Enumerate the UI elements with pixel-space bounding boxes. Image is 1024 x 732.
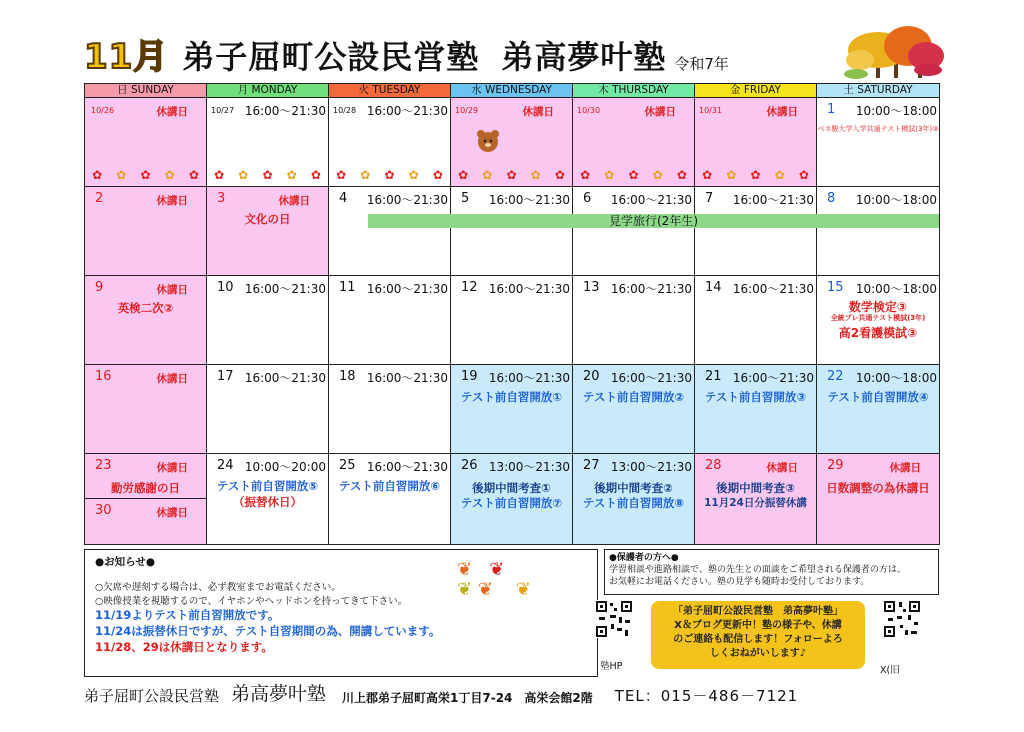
event-label: テスト前自習開放① — [460, 390, 563, 404]
footer-phone[interactable]: TEL：015－486－7121 — [614, 687, 799, 705]
event-label: 日数調整の為休講日 — [826, 481, 930, 495]
day-cell — [451, 98, 573, 187]
day-number: 1 — [827, 102, 836, 117]
day-cell — [695, 187, 817, 276]
event-label: 後期中間考査① — [472, 481, 551, 495]
hours-label: 10:00～18:00 — [855, 104, 937, 118]
weekday-saturday: 土 SATURDAY — [817, 84, 940, 98]
hours-label: 10:00～18:00 — [855, 282, 937, 296]
school-trip-band: 見学旅行(2年生) — [368, 214, 939, 228]
day-cell — [451, 365, 573, 454]
day-number: 10/27 — [211, 106, 235, 115]
weekday-friday: 金 FRIDAY — [695, 84, 817, 98]
hours-label: 16:00～21:30 — [244, 371, 326, 385]
week-row — [85, 187, 940, 276]
hours-label: 16:00～21:30 — [610, 282, 692, 296]
hours-label: 10:00～18:00 — [855, 193, 937, 207]
day-number: 5 — [461, 191, 470, 206]
day-number: 13 — [583, 280, 600, 295]
event-label: テスト前自習開放⑧ — [582, 496, 685, 510]
day-number: 9 — [95, 280, 104, 295]
holiday-label: 休講日 — [156, 284, 188, 296]
hours-label: 16:00～21:30 — [366, 193, 448, 207]
day-cell — [329, 187, 451, 276]
notice-line: ○映像授業を視聴するので、イヤホンやヘッドホンを持ってきて下さい。 — [95, 596, 408, 607]
leaf-garland: ✿ ✿ ✿ ✿ ✿ — [702, 168, 809, 182]
hours-label: 16:00～21:30 — [488, 371, 570, 385]
holiday-label: 休講日 — [156, 507, 188, 519]
day-number: 16 — [95, 369, 112, 384]
event-label: 後期中間考査② — [594, 481, 673, 495]
day-cell — [207, 187, 329, 276]
day-cell-split — [85, 498, 206, 545]
falling-leaves-icon: ❦ ❦ ❦ ❦ ❦ — [457, 559, 531, 600]
day-cell — [85, 98, 207, 187]
event-label: テスト前自習開放③ — [704, 390, 807, 404]
day-cell — [817, 187, 940, 276]
event-label: 全統プレ共通テスト模試(3年) — [830, 314, 926, 322]
day-number: 10/28 — [333, 106, 357, 115]
event-label: 高2看護模試③ — [838, 326, 918, 340]
event-label: 文化の日 — [244, 212, 291, 226]
week-row — [85, 454, 940, 545]
day-cell — [573, 365, 695, 454]
day-cell — [817, 365, 940, 454]
hours-label: 16:00～21:30 — [488, 193, 570, 207]
day-number: 27 — [583, 458, 600, 473]
promo-line: 「弟子屈町公設民営塾 弟高夢叶塾」 — [673, 606, 843, 617]
day-number: 7 — [705, 191, 714, 206]
day-number: 6 — [583, 191, 592, 206]
day-cell — [451, 187, 573, 276]
day-number: 2 — [95, 191, 104, 206]
school-nickname: 弟高夢叶塾 — [501, 38, 667, 76]
leaf-garland: ✿ ✿ ✿ ✿ ✿ — [458, 168, 565, 182]
day-cell — [573, 98, 695, 187]
qr-code-icon[interactable] — [595, 600, 633, 644]
week-row — [85, 276, 940, 365]
footer — [84, 684, 954, 706]
promo-line: しくおねがいします♪ — [709, 648, 807, 659]
day-number: 22 — [827, 369, 844, 384]
day-number: 26 — [461, 458, 478, 473]
bear-illustration-icon — [471, 126, 505, 156]
day-cell — [817, 98, 940, 187]
day-number: 24 — [217, 458, 234, 473]
hours-label: 10:00～18:00 — [855, 371, 937, 385]
day-cell — [85, 365, 207, 454]
day-cell — [451, 276, 573, 365]
qr-code-icon[interactable] — [883, 600, 921, 644]
weekday-wednesday: 水 WEDNESDAY — [451, 84, 573, 98]
event-label: テスト前自習開放⑥ — [338, 479, 441, 493]
day-cell — [207, 98, 329, 187]
event-label: ベネ駿大学入学共通テスト模試(3年)③ — [817, 125, 939, 133]
holiday-label: 休講日 — [644, 106, 676, 118]
hours-label: 16:00～21:30 — [488, 282, 570, 296]
holiday-label: 休講日 — [522, 106, 554, 118]
day-cell — [817, 276, 940, 365]
event-label: 11月24日分振替休講 — [704, 497, 807, 509]
day-number: 23 — [95, 458, 112, 473]
footer-school-name: 弟子屈町公設民営塾 — [84, 687, 220, 705]
hours-label: 13:00～21:30 — [610, 460, 692, 474]
qr-label-x: X(旧 — [880, 665, 900, 676]
hours-label: 16:00～21:30 — [732, 371, 814, 385]
day-number: 21 — [705, 369, 722, 384]
promo-line: のご連絡も配信します！フォローよろ — [673, 634, 843, 645]
hours-label: 10:00～20:00 — [244, 460, 326, 474]
weekday-thursday: 木 THURSDAY — [573, 84, 695, 98]
day-number: 11 — [339, 280, 356, 295]
day-number: 18 — [339, 369, 356, 384]
day-number: 19 — [461, 369, 478, 384]
holiday-label: 休講日 — [766, 462, 798, 474]
event-label: テスト前自習開放② — [582, 390, 685, 404]
leaf-garland: ✿ ✿ ✿ ✿ ✿ — [214, 168, 321, 182]
day-number: 14 — [705, 280, 722, 295]
year-label: 令和7年 — [674, 55, 729, 73]
notice-box — [84, 549, 598, 677]
day-cell — [573, 187, 695, 276]
day-number: 4 — [339, 191, 348, 206]
hours-label: 16:00～21:30 — [610, 371, 692, 385]
day-cell — [329, 98, 451, 187]
day-number: 10 — [217, 280, 234, 295]
hours-label: 16:00～21:30 — [732, 282, 814, 296]
hours-label: 16:00～21:30 — [366, 282, 448, 296]
event-label: 勤労感謝の日 — [111, 481, 180, 495]
day-cell — [207, 276, 329, 365]
day-cell — [695, 98, 817, 187]
day-number: 10/26 — [91, 106, 115, 115]
leaf-garland: ✿ ✿ ✿ ✿ ✿ — [92, 168, 199, 182]
event-label: （振替休日） — [233, 495, 302, 509]
holiday-label: 休講日 — [156, 106, 188, 118]
week-row — [85, 98, 940, 187]
calendar-table — [84, 83, 940, 545]
event-label: 後期中間考査③ — [716, 481, 795, 495]
footer-school-nickname: 弟高夢叶塾 — [231, 683, 327, 705]
guardian-notice-box — [604, 549, 939, 595]
holiday-label: 休講日 — [278, 195, 310, 207]
hours-label: 13:00～21:30 — [488, 460, 570, 474]
notice-line: 11/19よりテスト前自習開放です。 — [95, 608, 280, 622]
guardian-heading: ●保護者の方へ● — [609, 553, 679, 563]
day-number: 20 — [583, 369, 600, 384]
leaf-garland: ✿ ✿ ✿ ✿ ✿ — [336, 168, 443, 182]
day-number: 12 — [461, 280, 478, 295]
day-number: 25 — [339, 458, 356, 473]
day-cell — [695, 276, 817, 365]
hours-label: 16:00～21:30 — [244, 282, 326, 296]
hours-label: 16:00～21:30 — [366, 104, 448, 118]
notice-line: ○欠席や遅刻する場合は、必ず教室までお電話ください。 — [95, 582, 341, 593]
hours-label: 16:00～21:30 — [244, 104, 326, 118]
day-number: 15 — [827, 280, 844, 295]
page-title — [84, 22, 729, 78]
qr-label-homepage: 塾HP — [600, 661, 623, 672]
notice-line: 11/28、29は休講日となります。 — [95, 640, 273, 654]
event-label: テスト前自習開放⑦ — [460, 496, 563, 510]
day-cell — [329, 276, 451, 365]
guardian-line: 学習相談や進路相談で、塾の先生との面談をご希望される保護者の方は、 — [609, 565, 906, 575]
day-cell — [85, 454, 207, 545]
day-cell — [85, 276, 207, 365]
day-number: 3 — [217, 191, 226, 206]
day-number: 17 — [217, 369, 234, 384]
hours-label: 16:00～21:30 — [732, 193, 814, 207]
weekday-sunday: 日 SUNDAY — [85, 84, 207, 98]
day-cell — [207, 365, 329, 454]
day-number: 29 — [827, 458, 844, 473]
footer-address: 川上郡弟子屈町高栄1丁目7-24 高栄会館2階 — [342, 691, 593, 705]
month-title: 11月 — [84, 37, 169, 77]
hours-label: 16:00～21:30 — [610, 193, 692, 207]
day-number: 30 — [95, 503, 112, 518]
weekday-monday: 月 MONDAY — [207, 84, 329, 98]
weekday-header-row — [85, 84, 940, 98]
hours-label: 16:00～21:30 — [366, 371, 448, 385]
holiday-label: 休講日 — [156, 373, 188, 385]
day-cell — [573, 276, 695, 365]
holiday-label: 休講日 — [889, 462, 921, 474]
holiday-label: 休講日 — [766, 106, 798, 118]
day-cell — [695, 365, 817, 454]
event-label: テスト前自習開放④ — [827, 390, 929, 404]
leaf-garland: ✿ ✿ ✿ ✿ ✿ — [580, 168, 687, 182]
day-number: 10/31 — [699, 106, 723, 115]
event-label: テスト前自習開放⑤ — [216, 479, 319, 493]
day-number: 10/30 — [577, 106, 601, 115]
event-label: 英検二次② — [117, 301, 174, 315]
day-number: 8 — [827, 191, 836, 206]
day-cell — [817, 454, 940, 545]
day-number: 28 — [705, 458, 722, 473]
promo-line: X＆ブログ更新中！塾の様子や、休講 — [674, 620, 842, 631]
day-cell — [85, 187, 207, 276]
day-cell — [451, 454, 573, 545]
day-number: 10/29 — [455, 106, 479, 115]
weekday-tuesday: 火 TUESDAY — [329, 84, 451, 98]
guardian-line: お気軽にお電話ください。塾の見学も随時お受付しております。 — [609, 577, 870, 587]
day-cell — [207, 454, 329, 545]
week-row — [85, 365, 940, 454]
social-promo-box — [651, 601, 865, 669]
holiday-label: 休講日 — [156, 195, 188, 207]
event-label: 数学検定③ — [848, 300, 908, 314]
notice-heading: ●お知らせ● — [95, 556, 156, 568]
day-cell — [329, 365, 451, 454]
day-cell — [573, 454, 695, 545]
hours-label: 16:00～21:30 — [366, 460, 448, 474]
holiday-label: 休講日 — [156, 462, 188, 474]
day-cell — [695, 454, 817, 545]
day-cell — [329, 454, 451, 545]
autumn-tree-icon — [838, 20, 946, 80]
notice-line: 11/24は振替休日ですが、テスト自習期間の為、開講しています。 — [95, 624, 441, 638]
school-name: 弟子屈町公設民営塾 — [182, 38, 480, 76]
